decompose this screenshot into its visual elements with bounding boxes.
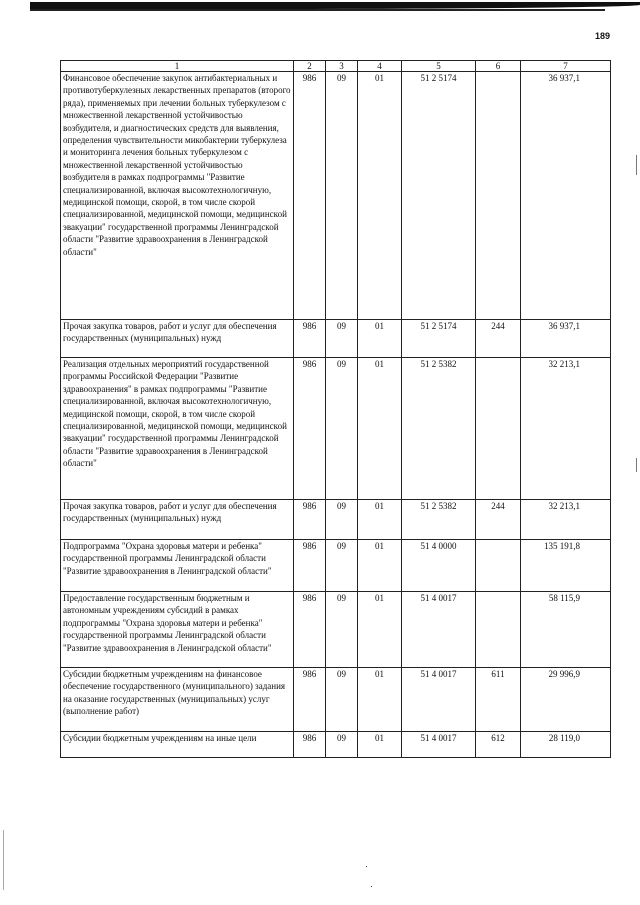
column-header: 2 [294,61,326,72]
row-name: Субсидии бюджетным учреждениям на финансовое обеспечение государственного (муниципального) задания на оказание государственных (муниципальных) услуг (выполнение работ) [61,668,294,732]
table-row [61,592,611,668]
cell-expense-type [476,358,521,500]
scan-speck [371,886,372,887]
cell-expense-type: 612 [476,732,521,758]
cell-subsection: 01 [358,592,402,668]
column-header: 5 [402,61,476,72]
table-row [61,500,611,540]
cell-section: 09 [326,358,358,500]
table-row [61,540,611,592]
cell-amount: 58 115,9 [521,592,611,668]
column-header: 1 [61,61,294,72]
cell-expense-type [476,540,521,592]
cell-expense-type [476,592,521,668]
cell-target-article: 51 4 0000 [402,540,476,592]
row-name: Подпрограмма "Охрана здоровья матери и ребенка" государственной программы Ленинградской области "Развитие здравоохранения в Ленинградской области" [61,540,294,592]
cell-section: 09 [326,592,358,668]
cell-target-article: 51 4 0017 [402,592,476,668]
table-row [61,320,611,358]
cell-target-article: 51 2 5174 [402,320,476,358]
row-name: Субсидии бюджетным учреждениям на иные цели [61,732,294,758]
cell-code: 986 [294,358,326,500]
cell-code: 986 [294,500,326,540]
cell-code: 986 [294,72,326,320]
cell-subsection: 01 [358,72,402,320]
cell-code: 986 [294,592,326,668]
cell-target-article: 51 2 5174 [402,72,476,320]
scan-top-edge [0,0,640,14]
row-name: Предоставление государственным бюджетным и автономным учреждениям субсидий в рамках подпрограммы "Охрана здоровья матери и ребенка" государственной программы Ленинградской области "Развитие здравоохранения в Ленинградской области" [61,592,294,668]
scan-mark [636,458,637,472]
column-header: 7 [521,61,611,72]
table-row [61,72,611,320]
cell-amount: 32 213,1 [521,500,611,540]
cell-target-article: 51 2 5382 [402,500,476,540]
cell-subsection: 01 [358,320,402,358]
column-header: 3 [326,61,358,72]
cell-amount: 36 937,1 [521,320,611,358]
row-name: Прочая закупка товаров, работ и услуг для обеспечения государственных (муниципальных) нужд [61,500,294,540]
cell-amount: 29 996,9 [521,668,611,732]
cell-subsection: 01 [358,540,402,592]
cell-expense-type: 244 [476,500,521,540]
cell-amount: 28 119,0 [521,732,611,758]
cell-section: 09 [326,500,358,540]
scan-edge-bar [30,2,640,9]
table-row [61,668,611,732]
cell-subsection: 01 [358,500,402,540]
page-number: 189 [594,31,610,41]
cell-code: 986 [294,540,326,592]
cell-expense-type [476,72,521,320]
budget-table [60,60,611,758]
row-name: Финансовое обеспечение закупок антибактериальных и противотуберкулезных лекарственных препаратов (второго ряда), применяемых при лечении больных туберкулезом с множественной лекарственной устойчивостью возбудителя, и диагностических средств для выявления, определения чувствительности микобактерии туберкулеза и мониторинга лечения больных туберкулезом с множественной лекарственной устойчивостью возбудителя в рамках подпрограммы "Развитие специализированной, включая высокотехнологичную, медицинской помощи, скорой, в том числе скорой специализированной, медицинской помощи, медицинской эвакуации" государственной программы Ленинградской области "Развитие здравоохранения в Ленинградской области" [61,72,294,320]
cell-expense-type: 611 [476,668,521,732]
column-header: 6 [476,61,521,72]
cell-target-article: 51 4 0017 [402,732,476,758]
cell-section: 09 [326,72,358,320]
cell-amount: 32 213,1 [521,358,611,500]
column-header: 4 [358,61,402,72]
cell-subsection: 01 [358,358,402,500]
cell-code: 986 [294,320,326,358]
cell-section: 09 [326,320,358,358]
cell-expense-type: 244 [476,320,521,358]
table-row [61,732,611,758]
table-header-row [61,61,611,72]
row-name: Реализация отдельных мероприятий государственной программы Российской Федерации "Развитие здравоохранения" в рамках подпрограммы "Развитие специализированной, включая высокотехнологичную, медицинской помощи, скорой, в том числе скорой специализированной, медицинской помощи, медицинской эвакуации" государственной программы Ленинградской области "Развитие здравоохранения в Ленинградской области" [61,358,294,500]
cell-subsection: 01 [358,732,402,758]
cell-target-article: 51 4 0017 [402,668,476,732]
scan-speck [366,866,367,867]
scan-edge-line [30,9,605,11]
cell-code: 986 [294,668,326,732]
cell-target-article: 51 2 5382 [402,358,476,500]
cell-section: 09 [326,540,358,592]
scan-mark [3,830,4,890]
cell-code: 986 [294,732,326,758]
table-row [61,358,611,500]
cell-amount: 36 937,1 [521,72,611,320]
cell-section: 09 [326,668,358,732]
cell-section: 09 [326,732,358,758]
cell-amount: 135 191,8 [521,540,611,592]
row-name: Прочая закупка товаров, работ и услуг для обеспечения государственных (муниципальных) нужд [61,320,294,358]
scan-mark [636,155,637,175]
cell-subsection: 01 [358,668,402,732]
